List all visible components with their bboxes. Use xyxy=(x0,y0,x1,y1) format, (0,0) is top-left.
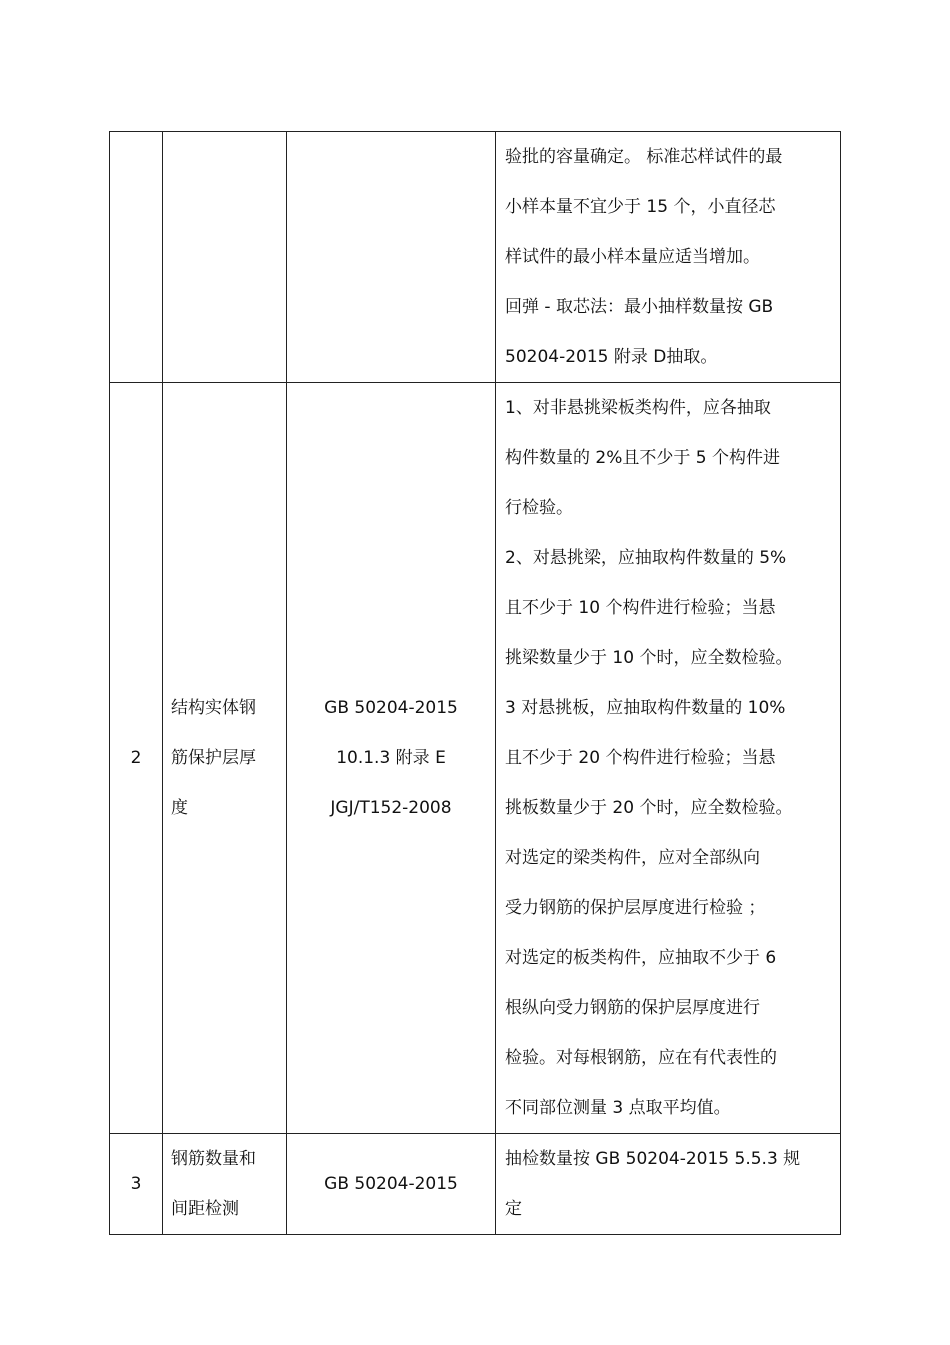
item-name-line: 结构实体钢 xyxy=(171,698,256,718)
requirement-line: 检验。对每根钢筋，应在有代表性的 xyxy=(505,1048,777,1068)
item-name-line: 度 xyxy=(171,798,188,818)
standard-cell xyxy=(287,132,496,383)
item-name-line: 筋保护层厚 xyxy=(171,748,256,768)
spec-table-body xyxy=(110,132,841,1235)
requirement-line: 对选定的梁类构件，应对全部纵向 xyxy=(505,848,760,868)
requirement-line: 构件数量的 2%且不少于 5 个构件进 xyxy=(505,448,780,468)
requirement-line: 根纵向受力钢筋的保护层厚度进行 xyxy=(505,998,760,1018)
requirement-line: 1、对非悬挑梁板类构件，应各抽取 xyxy=(505,398,771,418)
requirement-cell xyxy=(496,383,841,1134)
requirement-line: 挑梁数量少于 10 个时，应全数检验。 xyxy=(505,648,793,668)
requirement-cell xyxy=(496,1134,841,1235)
item-name-cell xyxy=(163,132,287,383)
standard-line: 10.1.3 附录 E xyxy=(336,748,446,768)
requirement-line: 且不少于 20 个构件进行检验；当悬 xyxy=(505,748,776,768)
table-row xyxy=(110,383,841,1134)
item-name-cell xyxy=(163,383,287,1134)
requirement-line: 验批的容量确定。 标准芯样试件的最 xyxy=(505,147,783,167)
requirement-line: 抽检数量按 GB 50204-2015 5.5.3 规 xyxy=(505,1149,801,1169)
requirement-line: 行检验。 xyxy=(505,498,573,518)
item-name-line: 钢筋数量和 xyxy=(171,1149,256,1169)
row-number-cell: 2 xyxy=(110,383,163,1134)
standard-cell xyxy=(287,383,496,1134)
requirement-line: 样试件的最小样本量应适当增加。 xyxy=(505,247,760,267)
requirement-line: 不同部位测量 3 点取平均值。 xyxy=(505,1098,731,1118)
requirement-cell xyxy=(496,132,841,383)
table-row xyxy=(110,132,841,383)
requirement-line: 2、对悬挑梁，应抽取构件数量的 5% xyxy=(505,548,787,568)
requirement-line: 对选定的板类构件，应抽取不少于 6 xyxy=(505,948,777,968)
requirement-line: 3 对悬挑板，应抽取构件数量的 10% xyxy=(505,698,786,718)
standard-line: JGJ/T152-2008 xyxy=(330,798,452,818)
standard-cell xyxy=(287,1134,496,1235)
requirement-line: 小样本量不宜少于 15 个，小直径芯 xyxy=(505,197,776,217)
item-name-line: 间距检测 xyxy=(171,1199,239,1219)
table-row xyxy=(110,1134,841,1235)
requirement-line: 挑板数量少于 20 个时，应全数检验。 xyxy=(505,798,793,818)
requirement-line: 回弹 - 取芯法：最小抽样数量按 GB xyxy=(505,297,774,317)
standard-line: GB 50204-2015 xyxy=(324,1174,458,1194)
requirement-line: 50204-2015 附录 D抽取。 xyxy=(505,347,718,367)
requirement-line: 受力钢筋的保护层厚度进行检验 ； xyxy=(505,898,766,918)
standard-line: GB 50204-2015 xyxy=(324,698,458,718)
requirement-line: 且不少于 10 个构件进行检验；当悬 xyxy=(505,598,776,618)
item-name-cell xyxy=(163,1134,287,1235)
row-number-cell xyxy=(110,132,163,383)
requirement-line: 定 xyxy=(505,1199,522,1219)
inspection-spec-table xyxy=(109,131,841,1235)
row-number-cell: 3 xyxy=(110,1134,163,1235)
